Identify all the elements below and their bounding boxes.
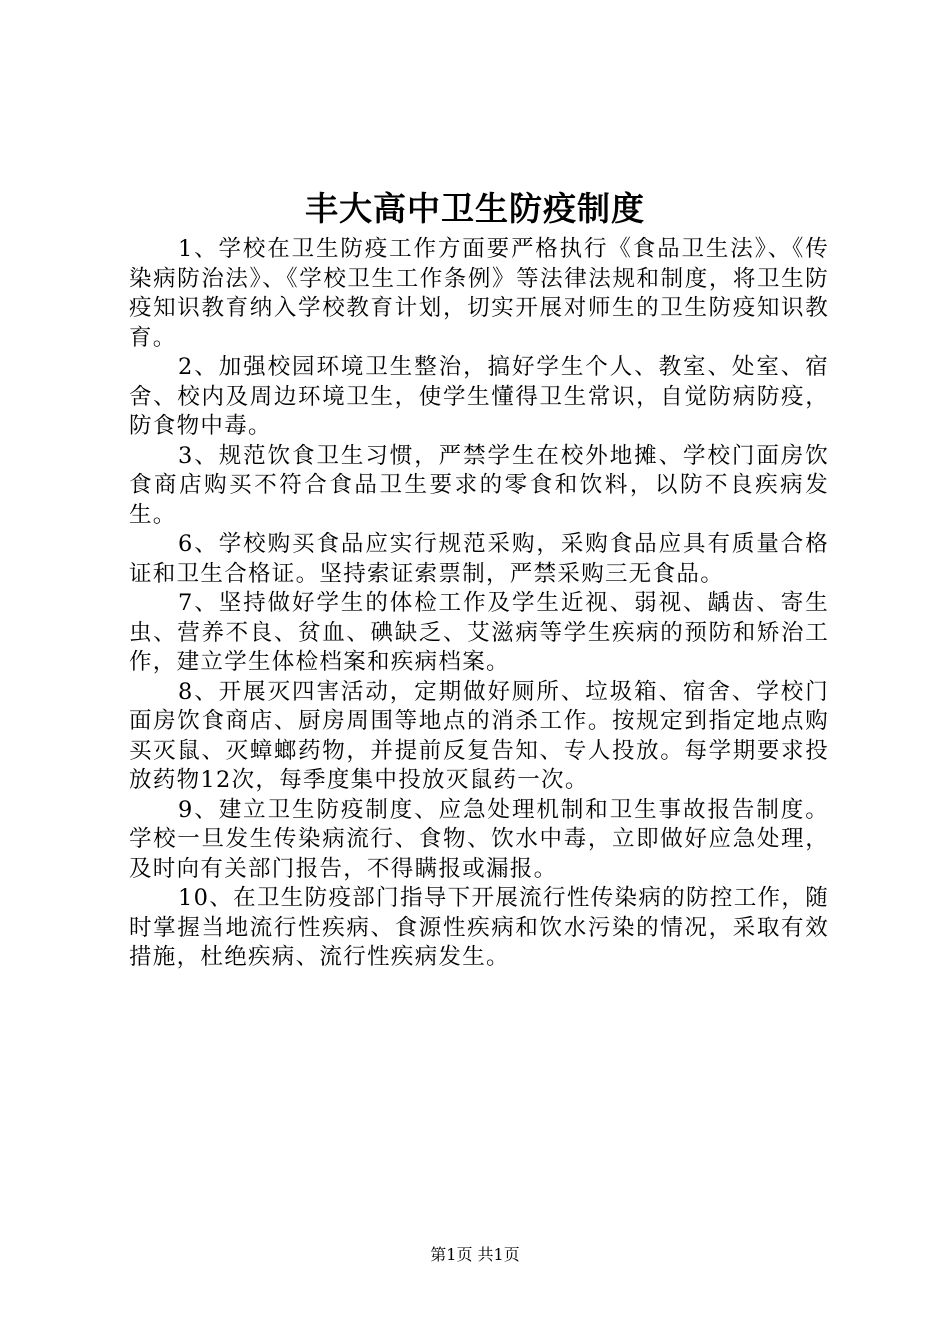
document-title: 丰大高中卫生防疫制度 (305, 189, 645, 228)
paragraph-8: 8、开展灭四害活动，定期做好厕所、垃圾箱、宿舍、学校门面房饮食商店、厨房周围等地点的消杀工作。按规定到指定地点购买灭鼠、灭蟑螂药物，并提前反复告知、专人投放。每学期要求投放药物12次，每季度集中投放灭鼠药一次。 (129, 678, 829, 793)
paragraph-3: 3、规范饮食卫生习惯，严禁学生在校外地摊、学校门面房饮食商店购买不符合食品卫生要求的零食和饮料，以防不良疾病发生。 (129, 442, 829, 528)
page-footer: 第1页 共1页 (430, 1245, 520, 1264)
paragraph-6: 6、学校购买食品应实行规范采购，采购食品应具有质量合格证和卫生合格证。坚持索证索票制，严禁采购三无食品。 (129, 531, 829, 587)
paragraph-7: 7、坚持做好学生的体检工作及学生近视、弱视、龋齿、寄生虫、营养不良、贫血、碘缺乏、艾滋病等学生疾病的预防和矫治工作，建立学生体检档案和疾病档案。 (129, 590, 829, 675)
paragraph-9: 9、建立卫生防疫制度、应急处理机制和卫生事故报告制度。学校一旦发生传染病流行、食物、饮水中毒，立即做好应急处理，及时向有关部门报告，不得瞒报或漏报。 (129, 796, 829, 882)
paragraph-1: 1、学校在卫生防疫工作方面要严格执行《食品卫生法》、《传染病防治法》、《学校卫生工作条例》等法律法规和制度，将卫生防疫知识教育纳入学校教育计划，切实开展对师生的卫生防疫知识教育。 (129, 236, 829, 351)
paragraph-10: 10、在卫生防疫部门指导下开展流行性传染病的防控工作，随时掌握当地流行性疾病、食源性疾病和饮水污染的情况，采取有效措施，杜绝疾病、流行性疾病发生。 (129, 885, 829, 970)
document-body (129, 235, 829, 973)
paragraph-2: 2、加强校园环境卫生整治，搞好学生个人、教室、处室、宿舍、校内及周边环境卫生，使学生懂得卫生常识，自觉防病防疫，防食物中毒。 (129, 354, 829, 439)
